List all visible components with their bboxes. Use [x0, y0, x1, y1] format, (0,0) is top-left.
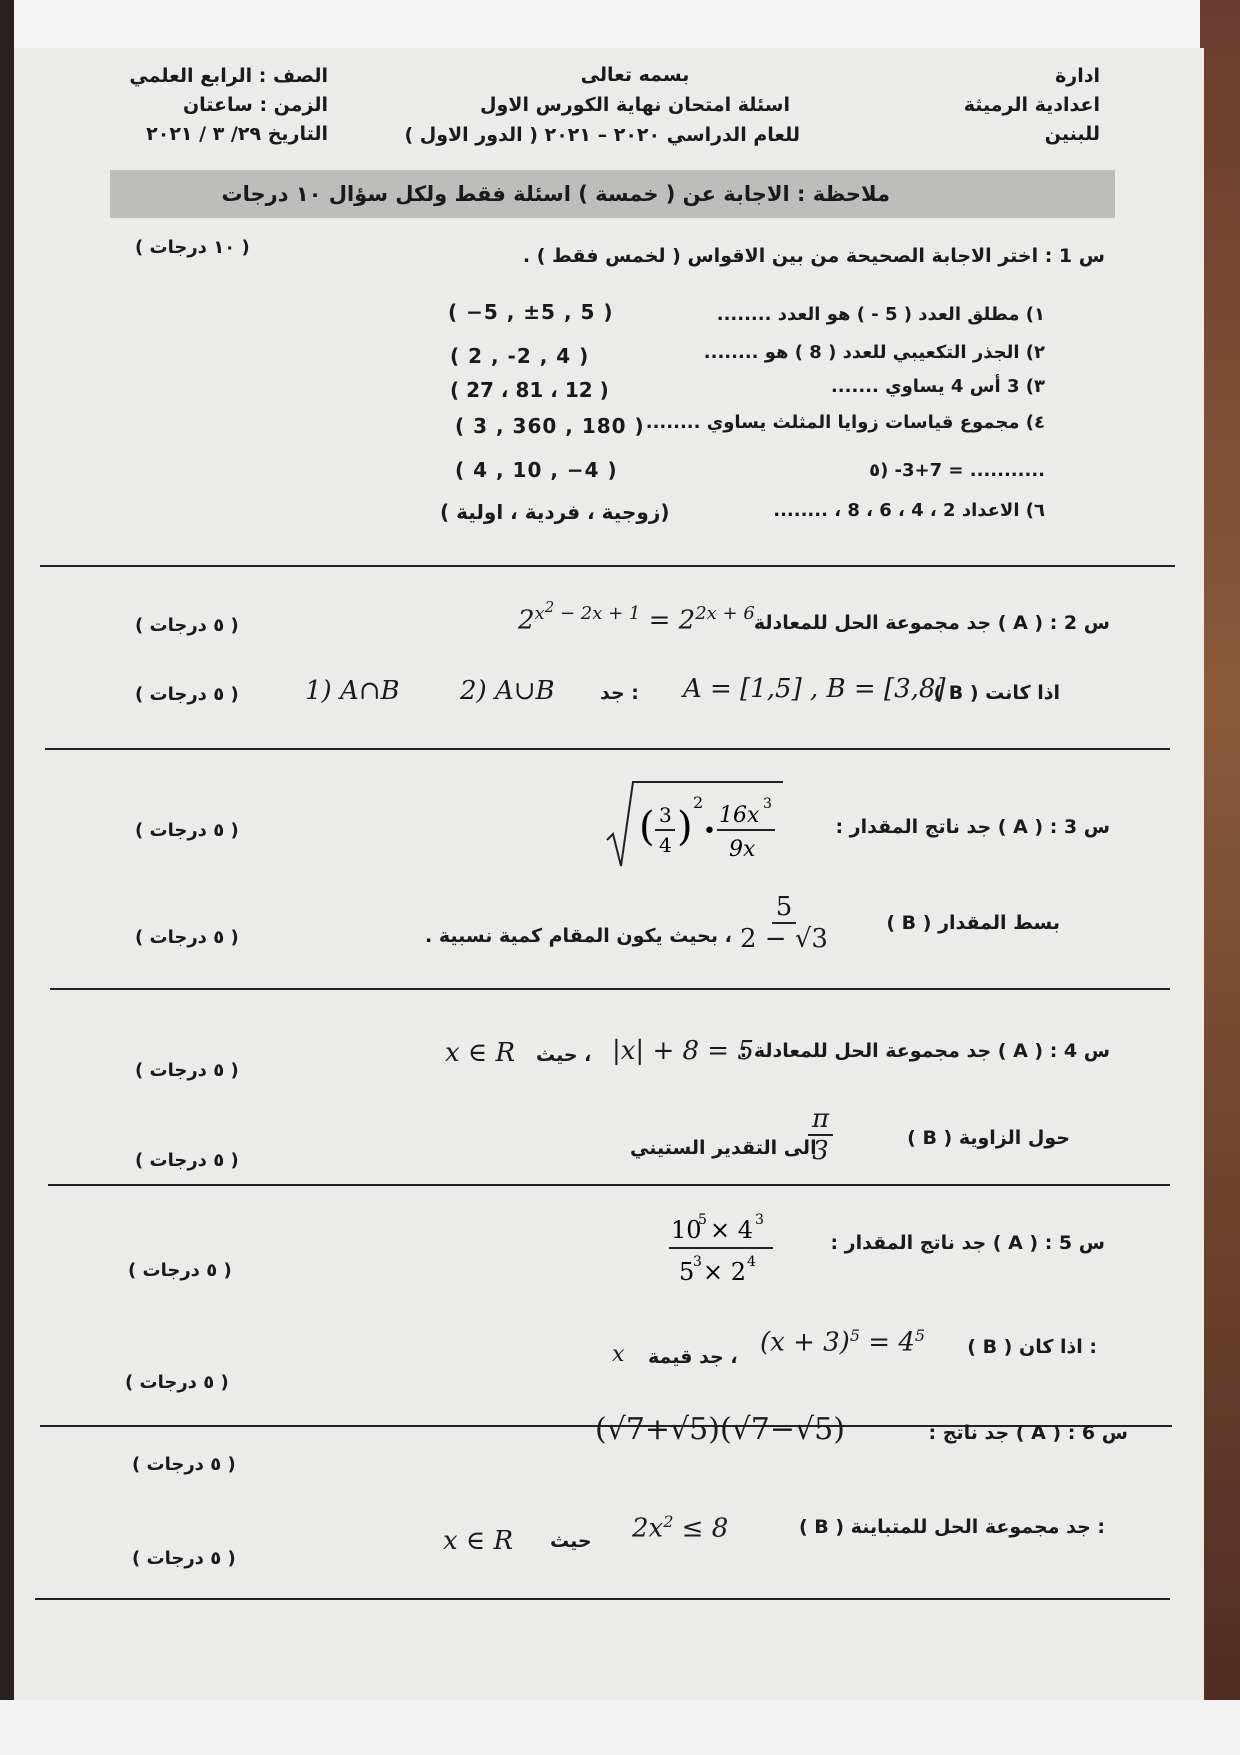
header-center — [404, 60, 800, 150]
photo-background-left — [0, 0, 14, 1755]
divider — [50, 988, 1170, 990]
q5b-find: ، جد قيمة — [648, 1346, 738, 1368]
svg-text:× 4: × 4 — [710, 1216, 754, 1244]
q1-options: ( 3 , 360 , 180 ) — [455, 414, 645, 438]
photo-background-cloth — [1200, 0, 1240, 1755]
q4a-equation: |x| + 8 = 5 — [612, 1036, 754, 1066]
q3a-marks: ( ٥ درجات ) — [135, 820, 239, 841]
q5b-equation: $(x + 3)^5 = 4^5$ — [760, 1326, 926, 1358]
svg-text:(: ( — [639, 804, 655, 850]
q6b-domain: x ∈ R — [443, 1526, 514, 1556]
q1-item: ٣) 3 أس 4 يساوي ....... — [830, 376, 1045, 397]
svg-text:16x: 16x — [719, 803, 760, 828]
header-right-line: اعدادية الرميثة — [963, 94, 1100, 116]
q5a-marks: ( ٥ درجات ) — [128, 1260, 232, 1281]
q3a-expression — [605, 778, 785, 868]
q1-options: ( 27 ، 81 ، 12 ) — [450, 378, 609, 402]
q1-item: ٦) الاعداد 2 ، 4 ، 6 ، 8 ، ........ — [773, 500, 1045, 521]
divider — [40, 565, 1175, 567]
q5a-fraction — [665, 1204, 785, 1294]
q3b-condition: ، بحيث يكون المقام كمية نسبية . — [425, 925, 732, 947]
q1-item: ٥) -3+7 = ........... — [869, 460, 1045, 481]
svg-text:3: 3 — [763, 796, 772, 812]
q4a-label: س 4 : ( A ) جد مجموعة الحل للمعادلة : — [739, 1040, 1110, 1062]
svg-text:5: 5 — [679, 1258, 695, 1286]
q6a-label: س 6 : ( A ) جد ناتج : — [928, 1422, 1128, 1444]
q4b-numerator: π — [808, 1104, 833, 1136]
q3a-label: س 3 : ( A ) جد ناتج المقدار : — [835, 816, 1110, 838]
q2b-find: : جد — [600, 682, 639, 704]
q6b-label: ( B ) جد مجموعة الحل للمتباينة : — [798, 1516, 1105, 1538]
q3b-numerator: 5 — [772, 892, 797, 924]
q1-item: ٢) الجذر التكعيبي للعدد ( 8 ) هو ........ — [703, 342, 1045, 363]
q1-item: ٤) مجموع قياسات زوايا المثلث يساوي ........ — [645, 412, 1045, 433]
photo-background-bottom — [0, 1700, 1240, 1755]
exam-note: ملاحظة : الاجابة عن ( خمسة ) اسئلة فقط ولكل سؤال ١٠ درجات — [221, 182, 890, 206]
q4b-target: الى التقدير الستيني — [630, 1137, 817, 1159]
q1-options: (زوجية ، فردية ، اولية ) — [440, 500, 670, 524]
divider — [45, 748, 1170, 750]
q2b-marks: ( ٥ درجات ) — [135, 684, 239, 705]
svg-text:•: • — [703, 819, 716, 844]
svg-text:3: 3 — [755, 1212, 764, 1228]
q1-options: ( 2 , -2 , 4 ) — [450, 344, 590, 368]
svg-text:5: 5 — [698, 1212, 707, 1228]
svg-text:10: 10 — [671, 1216, 702, 1244]
q2a-label: س 2 : ( A ) جد مجموعة الحل للمعادلة — [753, 612, 1110, 634]
svg-text:× 2: × 2 — [703, 1258, 747, 1286]
header-right-line: ادارة — [1055, 65, 1100, 87]
header-left-line: التاريخ ٢٩/ ٣ / ٢٠٢١ — [146, 123, 328, 145]
svg-text:): ) — [677, 804, 693, 850]
header-center-line: للعام الدراسي ٢٠٢٠ – ٢٠٢١ ( الدور الاول ) — [404, 124, 800, 146]
q1-item: ١) مطلق العدد ( 5 - ) هو العدد ........ — [716, 304, 1045, 325]
q5a-label: س 5 : ( A ) جد ناتج المقدار : — [830, 1232, 1105, 1254]
q5b-variable: x — [612, 1342, 625, 1367]
q2a-equation: $2^{x^2 - 2x + 1} = 2^{2x + 6}$ — [518, 598, 755, 636]
photo-background-top — [0, 0, 1240, 50]
q6b-inequality: $2x^2 \le 8$ — [632, 1512, 729, 1544]
header-right-line: للبنين — [1044, 123, 1100, 145]
q2b-part2: 2) A∪B — [460, 676, 555, 706]
q3a-radical — [605, 778, 785, 870]
header-center-line: اسئلة امتحان نهاية الكورس الاول — [480, 94, 790, 116]
header-left — [118, 62, 328, 149]
svg-text:4: 4 — [747, 1254, 756, 1270]
q4a-marks: ( ٥ درجات ) — [135, 1060, 239, 1081]
svg-text:3: 3 — [659, 803, 672, 827]
q6a-marks: ( ٥ درجات ) — [132, 1454, 236, 1475]
q1-options: ( −5 , ±5 , 5 ) — [448, 300, 614, 324]
q1-options: ( 4 , 10 , −4 ) — [455, 458, 618, 482]
header-left-line: الزمن : ساعتان — [182, 94, 328, 116]
svg-text:2: 2 — [693, 793, 704, 812]
q6b-condition: حيث — [550, 1530, 592, 1552]
q2b-label: ( B ) اذا كانت — [933, 682, 1060, 704]
q3b-marks: ( ٥ درجات ) — [135, 927, 239, 948]
q5b-label: ( B ) اذا كان : — [967, 1336, 1097, 1358]
q4a-domain: x ∈ R — [445, 1038, 516, 1068]
q4b-denominator: 3 — [812, 1136, 829, 1166]
q1-marks: ( ١٠ درجات ) — [135, 237, 250, 258]
q5a-expression — [665, 1204, 785, 1294]
q2b-part1: 1) A∩B — [305, 676, 400, 706]
header-right — [964, 62, 1100, 149]
header-center-line: بسمه تعالى — [580, 64, 690, 86]
q4b-marks: ( ٥ درجات ) — [135, 1150, 239, 1171]
divider — [35, 1598, 1170, 1600]
q6a-expression: (√7+√5)(√7−√5) — [595, 1412, 845, 1447]
q3b-fraction — [740, 892, 828, 954]
q3b-label: ( B ) بسط المقدار — [886, 912, 1060, 934]
q3b-denominator: 2 − √3 — [740, 924, 828, 954]
svg-text:4: 4 — [659, 833, 672, 857]
svg-text:3: 3 — [693, 1254, 702, 1270]
q4a-condition: ، حيث — [536, 1044, 592, 1066]
q1-title: س 1 : اختر الاجابة الصحيحة من بين الاقواس ( لخمس فقط ) . — [522, 245, 1105, 267]
svg-text:9x: 9x — [729, 837, 756, 862]
q4b-label: ( B ) حول الزاوية — [907, 1127, 1070, 1149]
divider — [48, 1184, 1170, 1186]
q2a-marks: ( ٥ درجات ) — [135, 615, 239, 636]
q2b-sets: A = [1,5] , B = [3,8] — [683, 674, 946, 704]
q5b-marks: ( ٥ درجات ) — [125, 1372, 229, 1393]
header-left-line: الصف : الرابع العلمي — [129, 65, 328, 87]
q6b-marks: ( ٥ درجات ) — [132, 1548, 236, 1569]
